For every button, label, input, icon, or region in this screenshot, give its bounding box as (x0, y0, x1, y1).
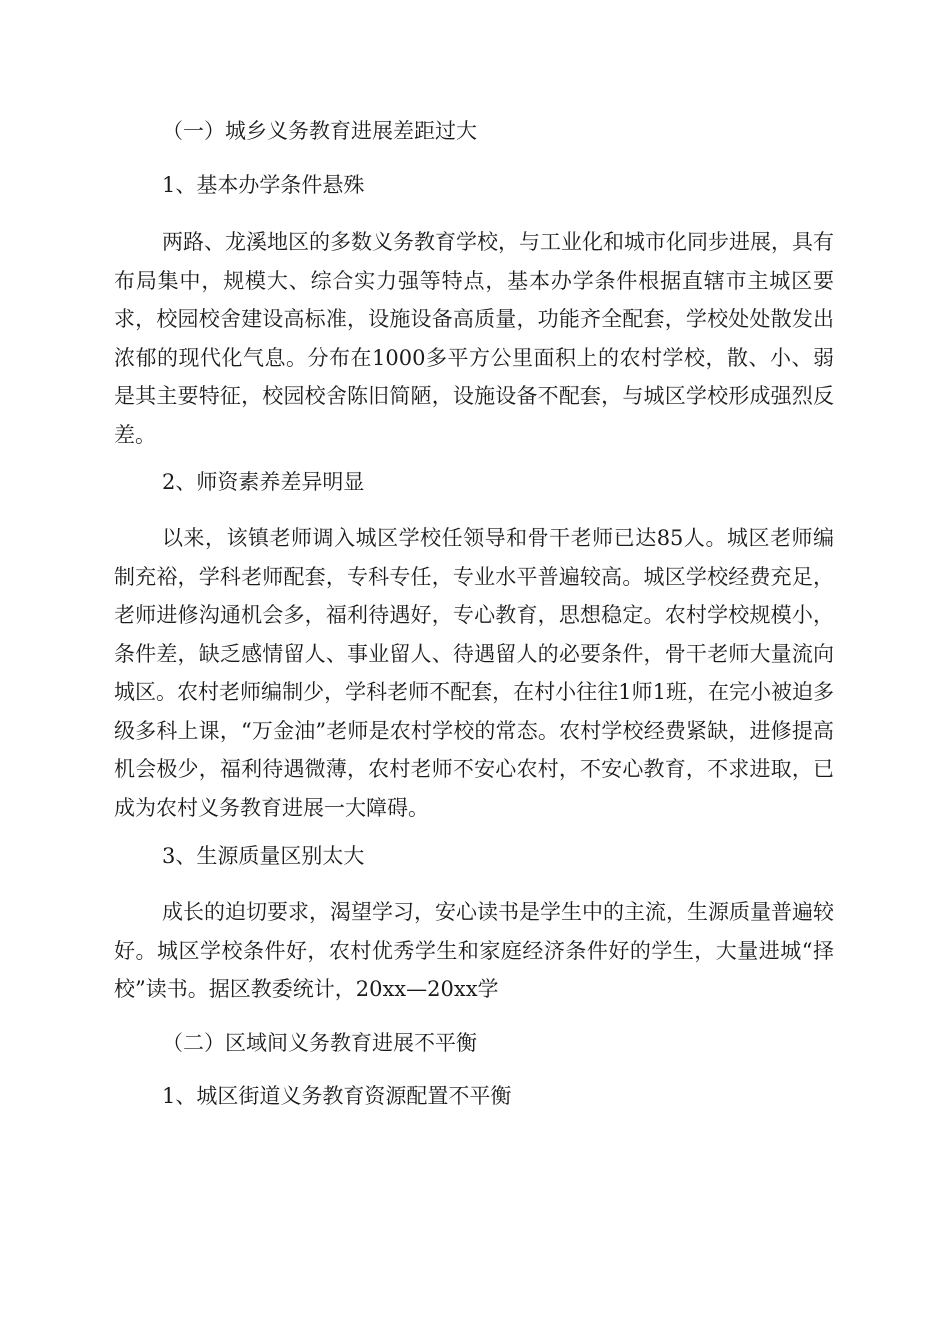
subsection-heading-districts: 1、城区街道义务教育资源配置不平衡 (162, 1084, 512, 1108)
section-heading-two: （二）区域间义务教育进展不平衡 (162, 1031, 477, 1055)
paragraph-teachers: 以来，该镇老师调入城区学校任领导和骨干老师已达85人。城区老师编制充裕，学科老师配套，专科专任，专业水平普遍较高。城区学校经费充足，老师进修沟通机会多，福利待遇好，专心教育，思想稳定。农村学校规模小，条件差，缺乏感情留人、事业留人、待遇留人的必要条件，骨干老师大量流向城区。农村老师编制少，学科老师不配套，在村小往往1师1班，在完小被迫多级多科上课，“万金油”老师是农村学校的常态。农村学校经费紧缺，进修提高机会极少，福利待遇微薄，农村老师不安心农村，不安心教育，不求进取，已成为农村义务教育进展一大障碍。 (114, 526, 834, 820)
subsection-heading-students: 3、生源质量区别太大 (162, 844, 365, 868)
subsection-heading-facilities: 1、基本办学条件悬殊 (162, 173, 365, 197)
paragraph-students: 成长的迫切要求，渴望学习，安心读书是学生中的主流，生源质量普遍较好。城区学校条件好，农村优秀学生和家庭经济条件好的学生，大量进城“择校”读书。据区教委统计，20xx—20xx学 (114, 900, 834, 1001)
section-heading-one: （一）城乡义务教育进展差距过大 (162, 119, 477, 143)
paragraph-facilities: 两路、龙溪地区的多数义务教育学校，与工业化和城市化同步进展，具有布局集中，规模大、综合实力强等特点，基本办学条件根据直辖市主城区要求，校园校舍建设高标准，设施设备高质量，功能齐全配套，学校处处散发出浓郁的现代化气息。分布在1000多平方公里面积上的农村学校，散、小、弱是其主要特征，校园校舍陈旧简陋，设施设备不配套，与城区学校形成强烈反差。 (114, 230, 834, 447)
subsection-heading-teachers: 2、师资素养差异明显 (162, 470, 365, 494)
